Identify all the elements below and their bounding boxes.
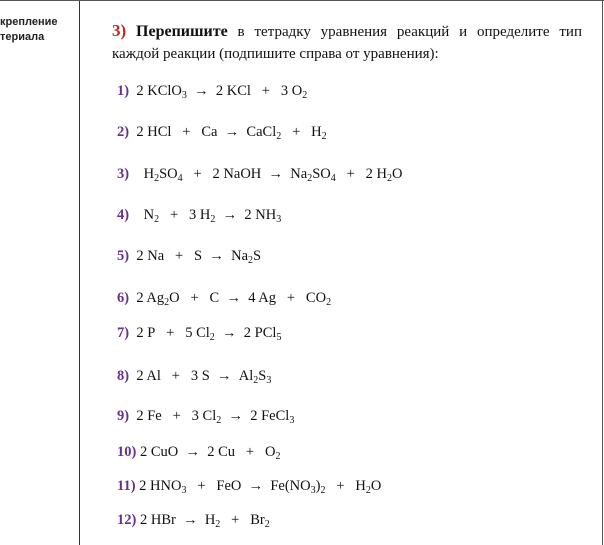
- equation-row: [117, 165, 403, 183]
- equation-text: $N_2 + 3$ $H_2 \to 2$ $NH_3$: [143, 207, 282, 225]
- equation-row: [117, 477, 381, 495]
- equation-number: 6): [117, 290, 130, 306]
- equation-row: [117, 206, 281, 224]
- right-border: [602, 1, 603, 545]
- equation-row: [117, 443, 280, 461]
- equation-row: [117, 82, 307, 100]
- equation-text: 2 $Ag_2O + C \to 4$ $Ag + CO_2$: [136, 290, 332, 308]
- equation-row: [117, 324, 281, 342]
- equation-text: 2 HCl + Ca → CaCl$_2$ + $H_2$: [136, 124, 327, 142]
- equation-text: 2 Fe + 3 $Cl_2 \to 2$ FeCl$_3$: [136, 408, 295, 426]
- equation-row: [117, 247, 261, 265]
- equation-row: [117, 123, 327, 141]
- equation-number: 3): [117, 166, 130, 182]
- equation-row: [117, 511, 270, 529]
- left-column: [0, 1, 80, 545]
- equation-number: 10): [117, 444, 137, 460]
- equation-text: $H_2SO_4 + 2$ NaOH → $Na_2SO_4 + 2$ $H_2O$: [143, 166, 403, 184]
- equation-text: 2 Al + 3 $S \to Al_2S_3$: [136, 368, 272, 386]
- task-keyword: Перепишите: [136, 23, 228, 40]
- section-label: крепление териала: [0, 16, 58, 43]
- task-number: 3): [112, 21, 127, 40]
- equation-number: 2): [117, 124, 130, 140]
- equation-row: [117, 407, 294, 425]
- task-instruction: [112, 20, 582, 65]
- equation-text: 2 HBr → $H_2 + Br_2$: [139, 512, 270, 530]
- equation-text: 2 KClO$_3$ → 2 KCl + 3 $O_2$: [136, 83, 308, 101]
- equation-row: [117, 289, 331, 307]
- equation-text: 2 $Na + S \to Na_2S$: [136, 248, 262, 266]
- equation-text: 2 P + 5 $Cl_2 \to 2$ PCl$_5$: [136, 325, 282, 343]
- equation-number: 1): [117, 83, 130, 99]
- equation-number: 11): [117, 478, 136, 494]
- equation-number: 9): [117, 408, 130, 424]
- equation-text: 2 CuO → 2 $Cu + O_2$: [139, 444, 281, 462]
- equation-number: 12): [117, 512, 137, 528]
- equation-row: [117, 367, 271, 385]
- equation-number: 5): [117, 248, 130, 264]
- equation-number: 8): [117, 368, 130, 384]
- equation-number: 4): [117, 207, 130, 223]
- task-text: в тетрадку уравнения реакций и определите тип каждой реакции (подпишите справа от уравнения):: [112, 24, 582, 62]
- equation-text: 2 $HNO_3$ + FeO → $Fe(NO_3)_2 + H_2O$: [139, 478, 382, 496]
- equation-number: 7): [117, 325, 130, 341]
